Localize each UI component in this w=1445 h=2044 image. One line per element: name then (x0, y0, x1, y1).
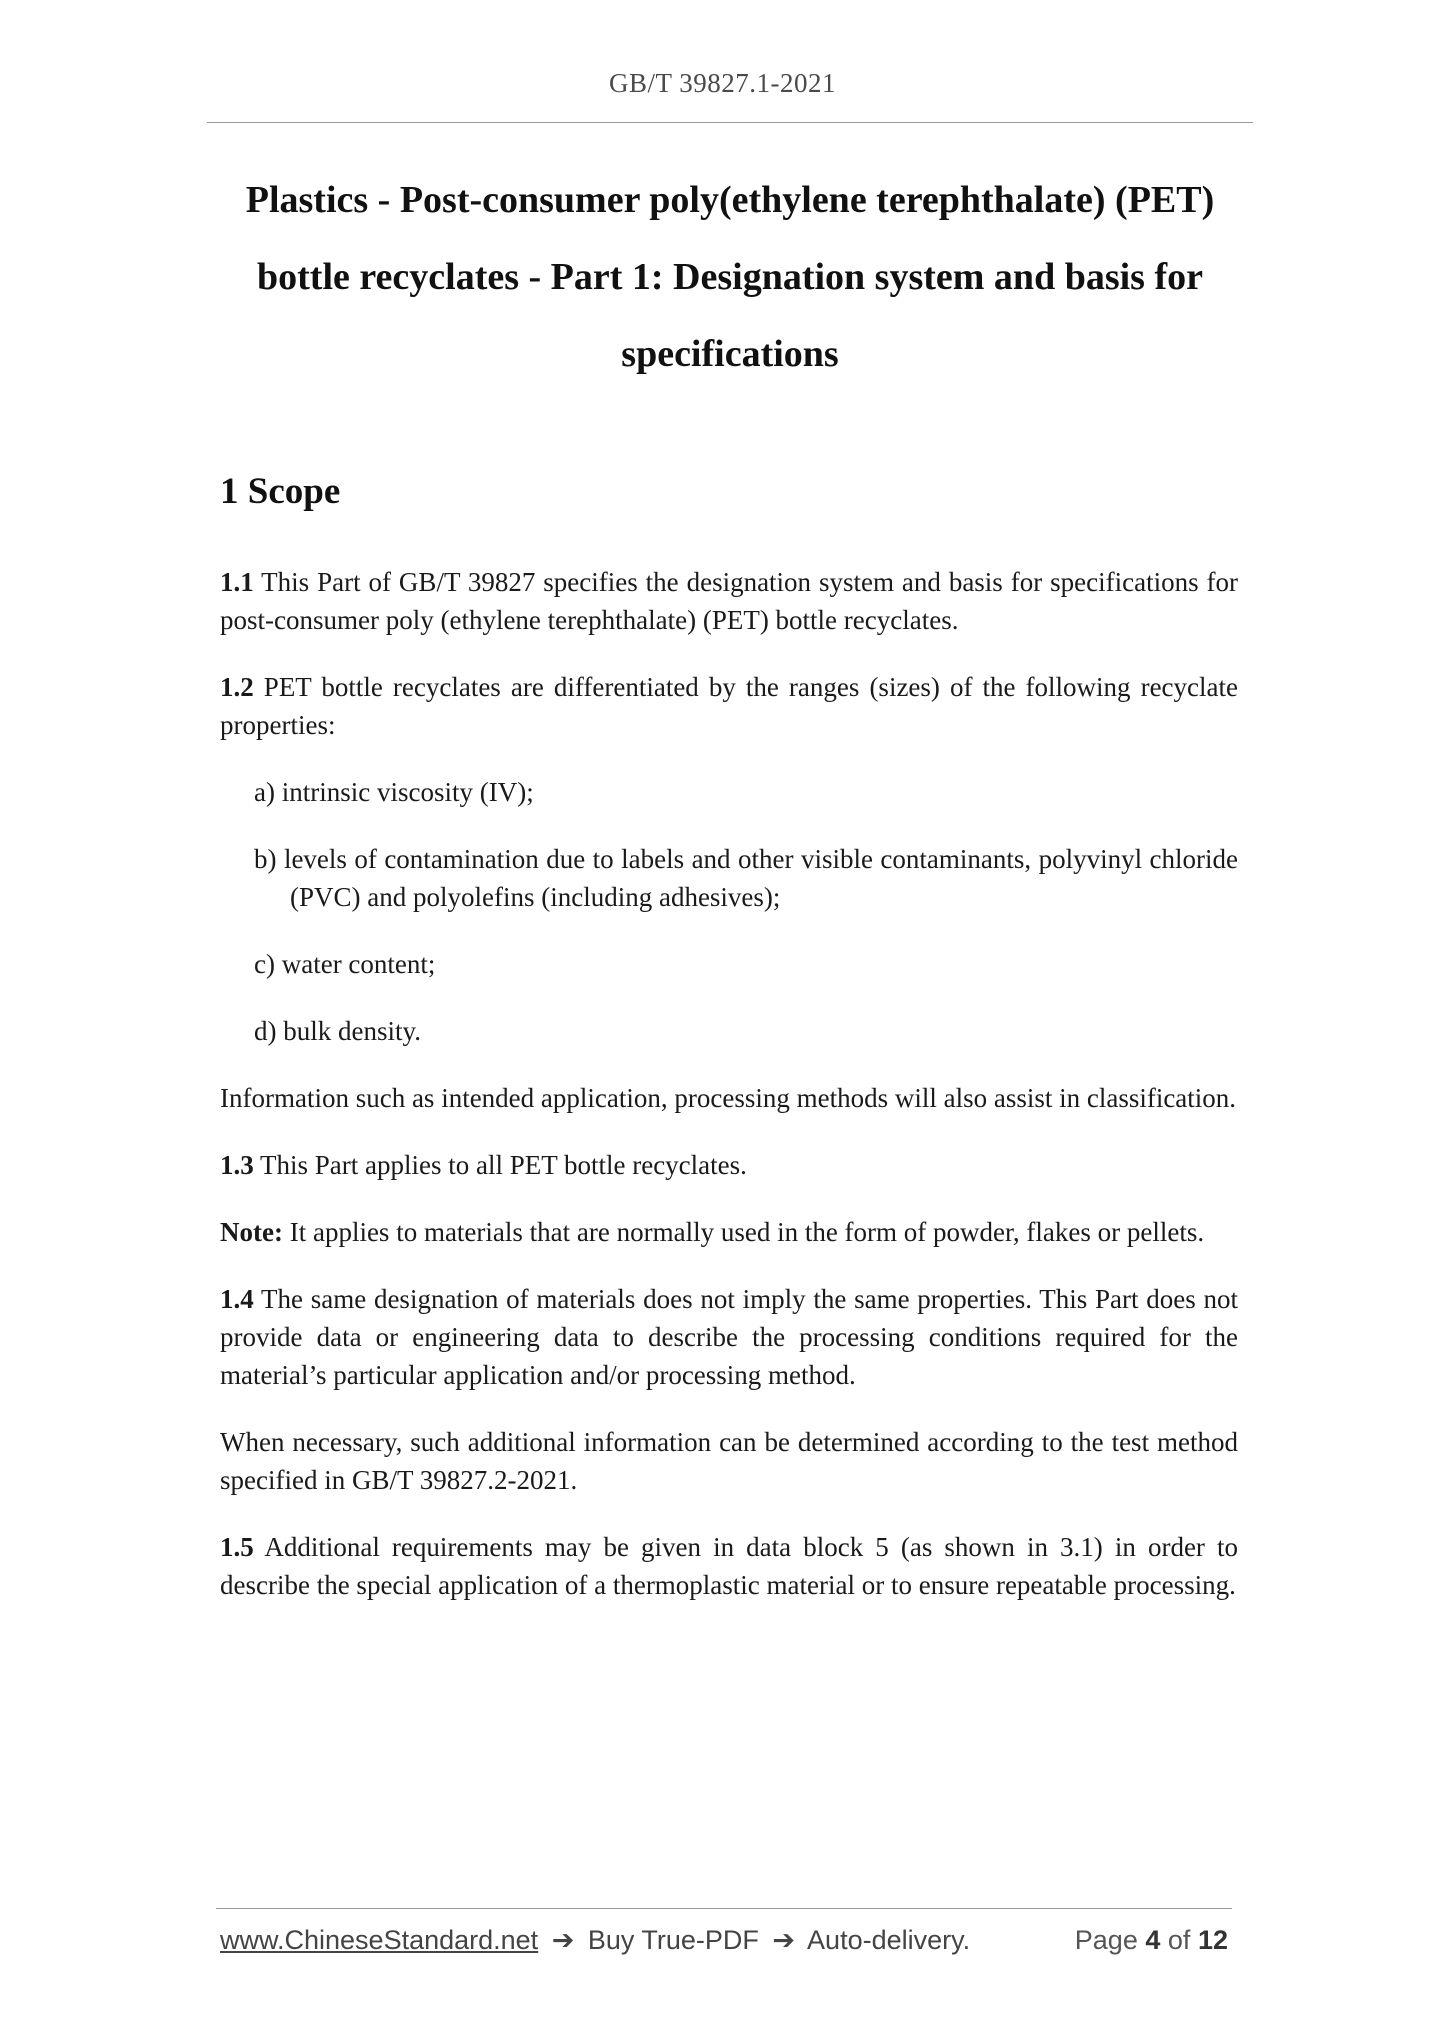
clause-text: Additional requirements may be given in data block 5 (as shown in 3.1) in order to describe the special application of a thermoplastic material or to ensure repeatable processing. (220, 1532, 1238, 1600)
list-item-b: b) levels of contamination due to labels and other visible contaminants, polyvinyl chloride (PVC) and polyolefins (including adhesives); (254, 844, 1238, 912)
page-number (1075, 1925, 1228, 1956)
buy-pdf-text: Buy True-PDF (587, 1925, 759, 1955)
clause-1-1 (220, 563, 1238, 639)
list-item-a: a) intrinsic viscosity (IV); (254, 777, 534, 807)
current-page: 4 (1145, 1925, 1161, 1955)
footer-divider (216, 1908, 1232, 1909)
title-line-1: Plastics - Post-consumer poly(ethylene terephthalate) (PET) (245, 179, 1215, 221)
title-line-3: specifications (621, 333, 839, 375)
list-item-d: d) bulk density. (254, 1016, 421, 1046)
clause-text: This Part applies to all PET bottle recyclates. (253, 1150, 747, 1180)
document-title (200, 162, 1260, 393)
note-text: It applies to materials that are normally used in the form of powder, flakes or pellets. (282, 1217, 1205, 1247)
note-label: Note: (220, 1217, 283, 1247)
scope-body (220, 563, 1238, 1633)
note (220, 1213, 1238, 1251)
total-pages: 12 (1197, 1925, 1228, 1955)
clause-1-2 (220, 668, 1238, 744)
footer-promo (220, 1925, 970, 1956)
website-link[interactable]: www.ChineseStandard.net (220, 1925, 539, 1955)
clause-text: This Part of GB/T 39827 specifies the designation system and basis for specifications for post-consumer poly (ethylene terephthalate) (PET) bottle recyclates. (220, 567, 1238, 635)
clause-1-3 (220, 1146, 1238, 1184)
info-paragraph: Information such as intended application, processing methods will also assist in classification. (220, 1083, 1237, 1113)
clause-number: 1.1 (220, 567, 254, 597)
auto-delivery-text: Auto-delivery. (807, 1925, 971, 1955)
clause-text: The same designation of materials does not imply the same properties. This Part does not provide data or engineering data to describe the processing conditions required for the material’s particular application and/or processing method. (220, 1284, 1238, 1390)
header-divider (207, 122, 1253, 123)
necessary-paragraph: When necessary, such additional information can be determined according to the test method specified in GB/T 39827.2-2021. (220, 1427, 1238, 1495)
page-of-label: of (1167, 1925, 1191, 1955)
clause-1-4 (220, 1280, 1238, 1394)
right-arrow-icon: ➔ (551, 1925, 575, 1955)
right-arrow-icon: ➔ (772, 1925, 796, 1955)
list-item-c: c) water content; (254, 949, 436, 979)
clause-text: PET bottle recyclates are differentiated by the ranges (sizes) of the following recyclate properties: (220, 672, 1238, 740)
clause-number: 1.4 (220, 1284, 254, 1314)
clause-number: 1.5 (220, 1532, 254, 1562)
clause-number: 1.2 (220, 672, 254, 702)
title-line-2: bottle recyclates - Part 1: Designation system and basis for (257, 256, 1203, 298)
page-header-doc-id: GB/T 39827.1-2021 (608, 68, 836, 98)
section-heading-scope: 1 Scope (220, 471, 341, 512)
clause-1-5 (220, 1528, 1238, 1604)
page-label: Page (1074, 1925, 1138, 1955)
clause-number: 1.3 (220, 1150, 254, 1180)
